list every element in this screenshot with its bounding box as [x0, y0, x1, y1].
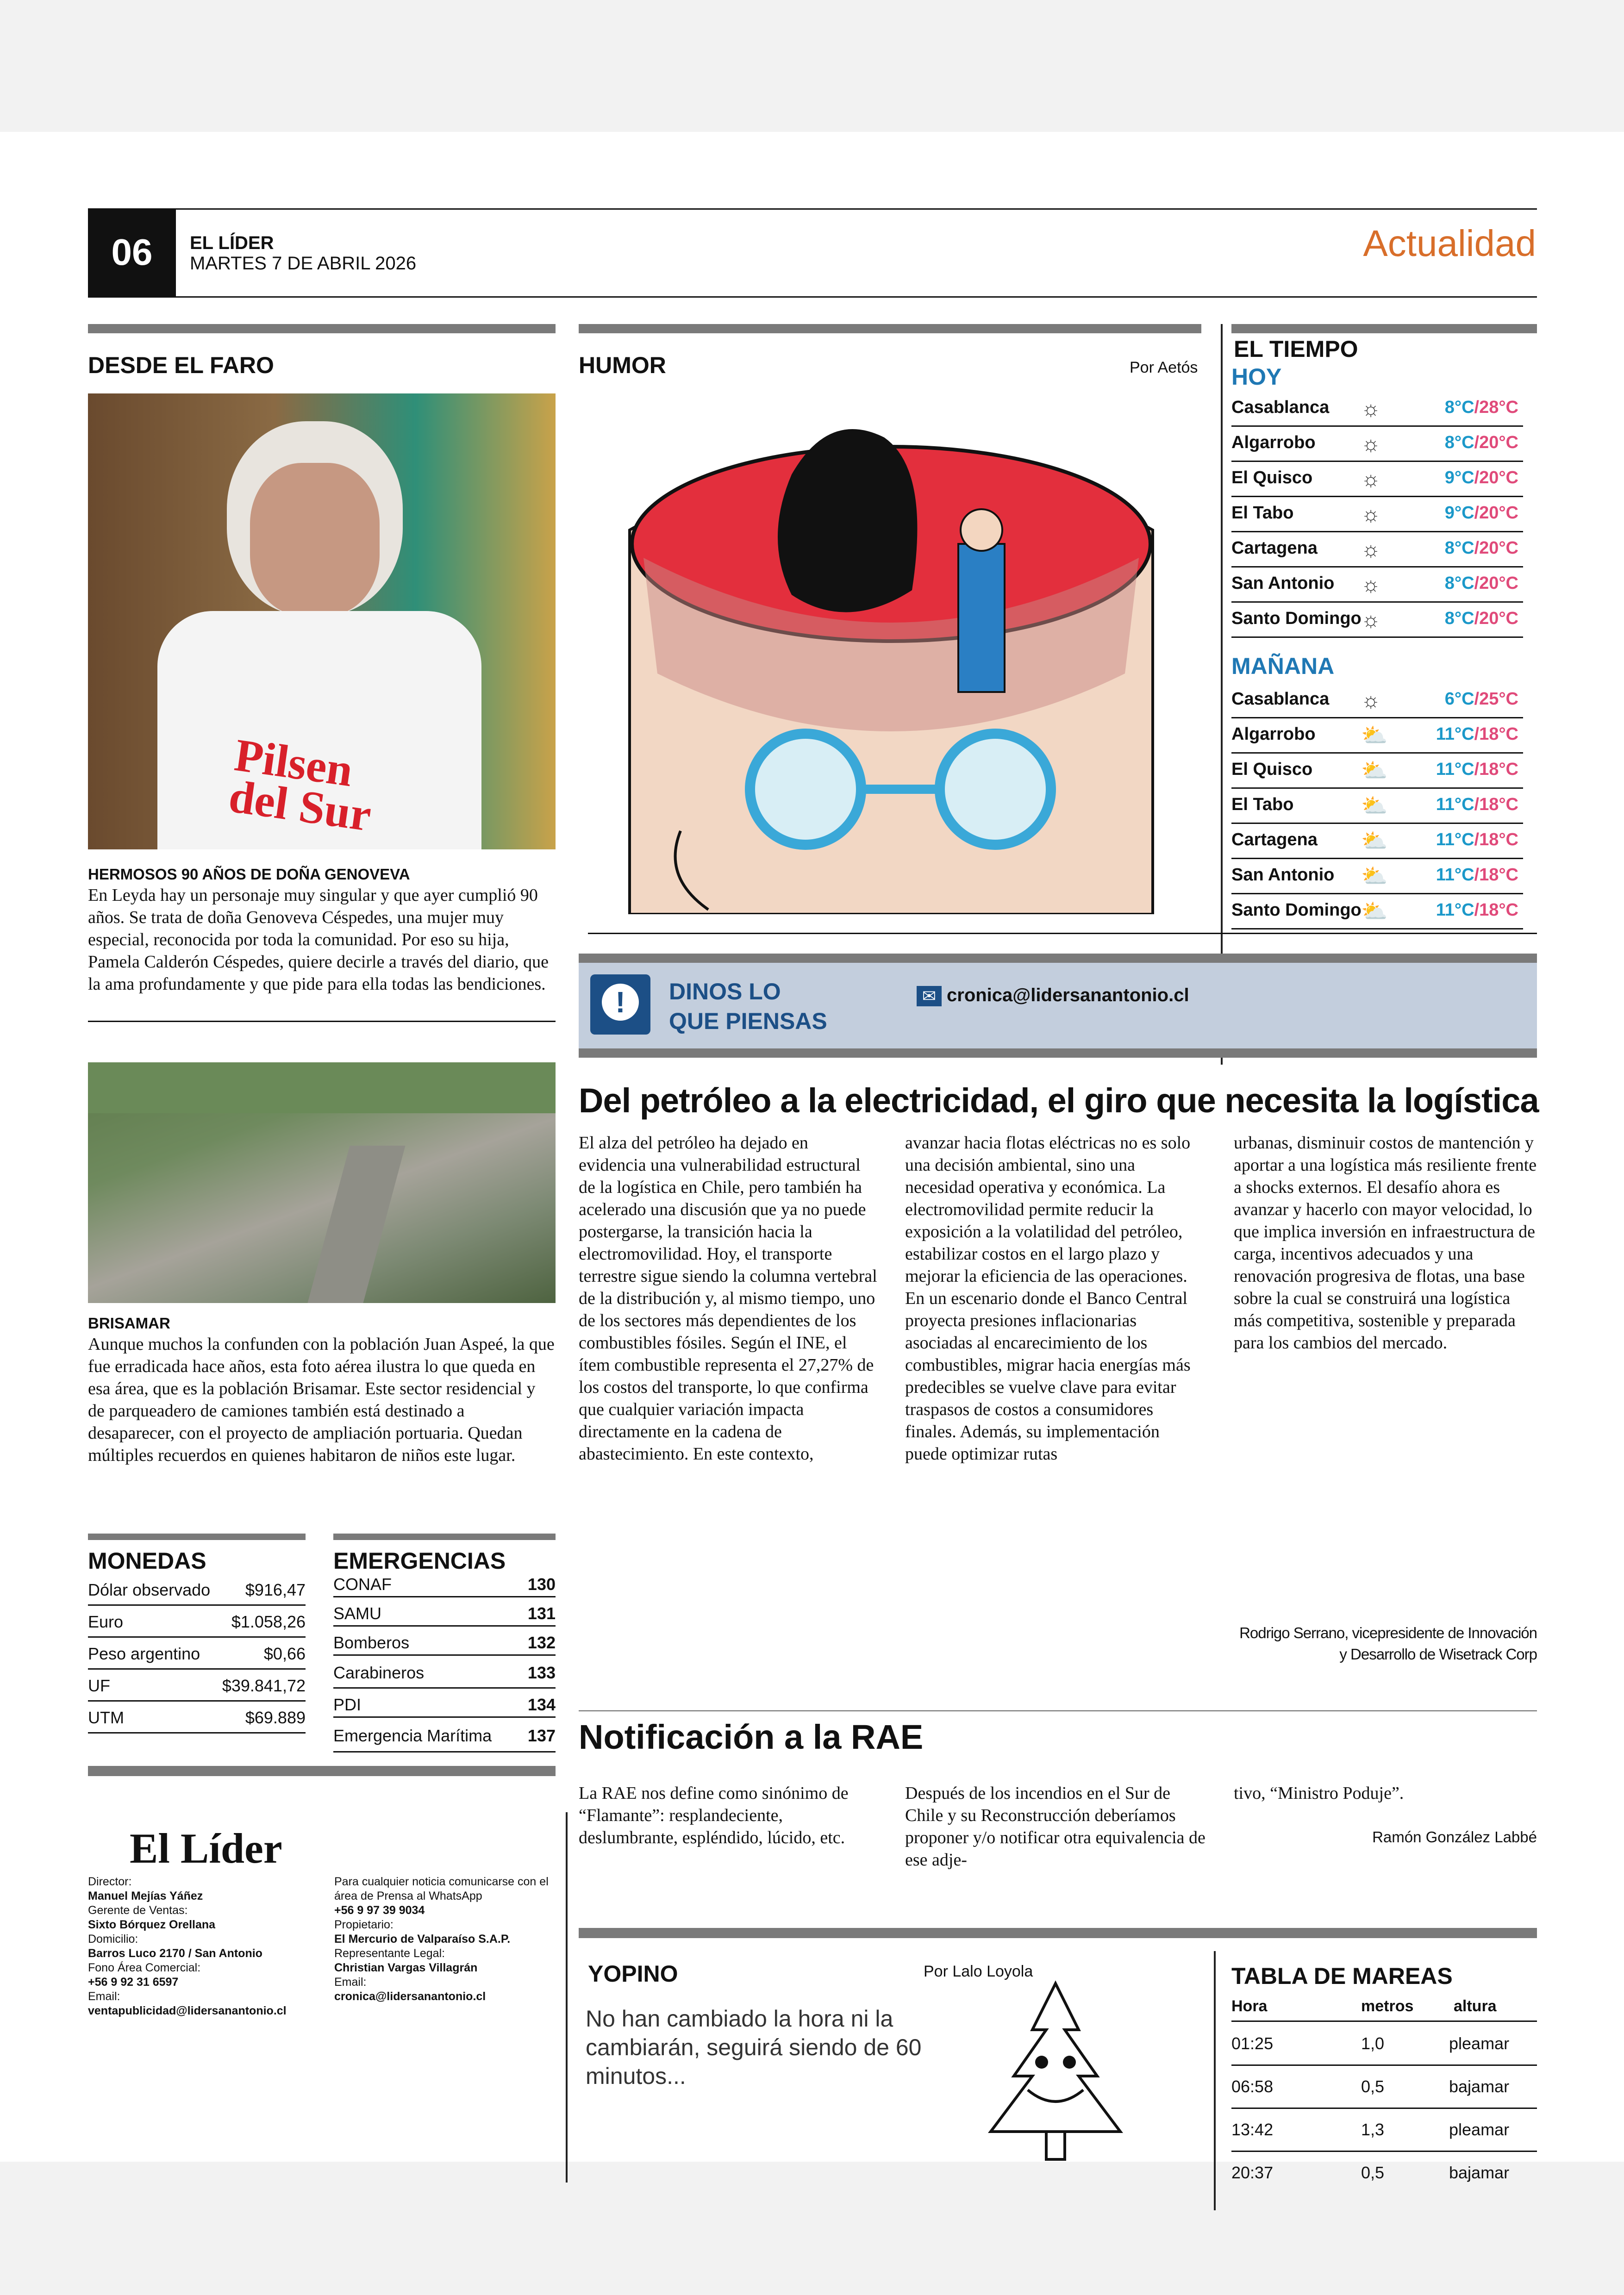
faro-mid-rule — [88, 1021, 556, 1022]
weather-city: El Quisco — [1231, 468, 1313, 487]
weather-temp — [1445, 503, 1518, 523]
temp-min: 11°C — [1436, 760, 1474, 779]
emergencia-label: Bomberos — [333, 1633, 410, 1652]
masthead-divider — [566, 1812, 568, 2183]
weather-row — [1231, 602, 1523, 638]
temp-min: 6°C — [1444, 689, 1474, 709]
header-bottom-rule — [88, 296, 1537, 298]
weather-city: El Tabo — [1231, 795, 1294, 814]
dinos-top-rule — [588, 933, 1537, 934]
editorial-col3: urbanas, disminuir costos de mantención y aportar a una logística más resiliente frente a shocks externos. El desafío ahora es avanzar y hacerlo con mayor velocidad, lo que implica inversión en infraestructura de carga, incentivos adecuados y una renovación progresiva de flotas, una base sobre la cual se construirá una logística más competitiva, sostenible y preparada para los cambios del mercado. — [1234, 1133, 1537, 1353]
temp-min: 9°C — [1444, 503, 1474, 523]
moneda-label: Peso argentino — [88, 1644, 200, 1663]
weather-city: San Antonio — [1231, 865, 1335, 885]
weather-temp — [1436, 795, 1518, 815]
editorial-col2: avanzar hacia flotas eléctricas no es solo una decisión ambiental, sino una necesidad operativa y económica. La electromovilidad permite reducir la exposición a la volatilidad del petróleo, estabilizar costos en el largo plazo y mejorar la eficiencia de las operaciones. En un escenario donde el Banco Central proyecta presiones inflacionarias asociadas al encarecimiento de los combustibles, migrar hacia energías más predecibles se vuelve clave para evitar traspasos de costos a consumidores finales. Además, su implementación puede optimizar rutas — [905, 1133, 1191, 1464]
newspaper-page — [0, 132, 1624, 2182]
temp-max: /18°C — [1474, 900, 1518, 920]
marea-hora: 13:42 — [1231, 2120, 1274, 2139]
page-number: 06 — [88, 208, 176, 296]
temp-min: 9°C — [1444, 468, 1474, 487]
yopino-text: No han cambiado la hora ni la cambiarán, seguirá siendo de 60 minutos... — [586, 2006, 922, 2089]
marea-hora: 20:37 — [1231, 2163, 1274, 2182]
temp-min: 8°C — [1444, 609, 1474, 628]
moneda-value: $916,47 — [245, 1580, 306, 1599]
marea-altura: pleamar — [1449, 2120, 1510, 2139]
temp-min: 8°C — [1444, 433, 1474, 452]
partly-cloudy-icon: ⛅ — [1361, 723, 1388, 747]
temp-max: /28°C — [1474, 398, 1518, 417]
temp-max: /25°C — [1474, 689, 1518, 709]
weather-row — [1231, 426, 1523, 462]
sun-icon: ☼ — [1361, 431, 1381, 455]
rae-author: Ramón González Labbé — [1372, 1828, 1537, 1846]
temp-min: 8°C — [1444, 574, 1474, 593]
emergencia-value: 132 — [527, 1633, 556, 1652]
weather-row — [1231, 894, 1523, 929]
moneda-row — [88, 1606, 306, 1638]
temp-min: 11°C — [1436, 900, 1474, 920]
mareas-header-hora: Hora — [1231, 1997, 1268, 2015]
email-label: Email: — [334, 1976, 367, 1989]
weather-temp — [1436, 865, 1518, 885]
weather-temp — [1445, 433, 1518, 453]
weather-city: El Quisco — [1231, 760, 1313, 779]
bottom-bar — [579, 1928, 1537, 1938]
rae-col1: La RAE nos define como sinónimo de “Flamante”: resplandeciente, deslumbrante, espléndido, lúcido, etc. — [579, 1784, 849, 1847]
mail-icon: ✉ — [917, 986, 942, 1006]
marea-altura: pleamar — [1449, 2034, 1510, 2053]
weather-temp — [1445, 609, 1518, 629]
representante-label: Representante Legal: — [334, 1947, 445, 1960]
face-shape — [250, 463, 380, 616]
weather-temp — [1436, 760, 1518, 780]
temp-min: 11°C — [1436, 830, 1474, 849]
fono-value: +56 9 92 31 6597 — [88, 1976, 179, 1989]
weather-temp — [1445, 538, 1518, 558]
dinos-heading — [669, 977, 827, 1036]
moneda-value: $1.058,26 — [231, 1612, 306, 1631]
moneda-value: $0,66 — [263, 1644, 306, 1663]
email-value[interactable]: ventapublicidad@lidersanantonio.cl — [88, 2004, 287, 2017]
email-label: Email: — [88, 1990, 120, 2003]
marea-altura: bajamar — [1449, 2077, 1510, 2096]
whatsapp-label: Para cualquier noticia comunicarse con el área de Prensa al WhatsApp — [334, 1875, 549, 1902]
propietario-label: Propietario: — [334, 1918, 394, 1931]
brisamar-title: BRISAMAR — [88, 1315, 170, 1332]
emergencia-label: Emergencia Marítima — [333, 1726, 492, 1745]
emergencias-title: EMERGENCIAS — [333, 1548, 506, 1574]
header-top-rule — [88, 208, 1537, 210]
dinos-line2: QUE PIENSAS — [669, 1008, 827, 1034]
weather-row — [1231, 497, 1523, 532]
weather-row — [1231, 532, 1523, 568]
dinos-bar — [579, 954, 1537, 963]
monedas-title: MONEDAS — [88, 1548, 206, 1574]
emergencia-row — [333, 1569, 556, 1597]
marea-hora: 01:25 — [1231, 2034, 1274, 2053]
weather-city: Algarrobo — [1231, 724, 1316, 744]
marea-metros: 0,5 — [1361, 2077, 1385, 2096]
weather-row — [1231, 683, 1523, 718]
weather-row — [1231, 788, 1523, 824]
mareas-header-metros: metros — [1361, 1997, 1414, 2015]
emergencia-value: 130 — [527, 1575, 556, 1594]
marea-row — [1231, 2157, 1537, 2194]
weather-row — [1231, 753, 1523, 789]
masthead-left — [88, 1875, 315, 2018]
genoveva-photo — [88, 393, 556, 849]
weather-today-label: HOY — [1231, 364, 1282, 390]
faro-title: DESDE EL FARO — [88, 352, 274, 378]
emergencia-label: PDI — [333, 1695, 362, 1714]
sun-icon: ☼ — [1361, 396, 1381, 420]
editorial-title: Del petróleo a la electricidad, el giro que necesita la logística — [579, 1081, 1539, 1120]
section-name: Actualidad — [1363, 223, 1536, 264]
marea-row — [1231, 2027, 1537, 2066]
temp-min: 8°C — [1444, 538, 1474, 558]
yopino-author: Por Lalo Loyola — [924, 1963, 1033, 1980]
genoveva-title: HERMOSOS 90 AÑOS DE DOÑA GENOVEVA — [88, 866, 410, 883]
road — [307, 1146, 405, 1303]
weather-bar — [1231, 324, 1537, 333]
moneda-value: $69.889 — [245, 1708, 306, 1727]
temp-max: /18°C — [1474, 795, 1518, 814]
masthead-right — [334, 1875, 556, 2004]
sun-icon: ☼ — [1361, 467, 1381, 491]
domicilio-value: Barros Luco 2170 / San Antonio — [88, 1947, 262, 1960]
emergencias-bar — [333, 1534, 556, 1540]
moneda-value: $39.841,72 — [222, 1676, 306, 1695]
domicilio-label: Domicilio: — [88, 1933, 138, 1946]
weather-temp — [1445, 398, 1518, 418]
humor-title: HUMOR — [579, 352, 666, 378]
rae-title: Notificación a la RAE — [579, 1718, 924, 1756]
emergencia-row — [333, 1719, 556, 1752]
mareas-header-altura: altura — [1454, 1997, 1497, 2015]
emergencia-row — [333, 1657, 556, 1689]
dinos-line1: DINOS LO — [669, 979, 781, 1004]
temp-max: /20°C — [1474, 433, 1518, 452]
weather-row — [1231, 567, 1523, 603]
weather-city: Casablanca — [1231, 398, 1330, 417]
editorial-rule — [579, 1710, 1537, 1711]
emergencia-value: 137 — [527, 1726, 556, 1745]
mareas-header-row — [1231, 1997, 1537, 2018]
weather-row — [1231, 859, 1523, 894]
temp-min: 11°C — [1436, 724, 1474, 744]
moneda-row — [88, 1670, 306, 1702]
sun-icon: ☼ — [1361, 607, 1381, 631]
emergencia-label: Carabineros — [333, 1663, 425, 1682]
moneda-label: Dólar observado — [88, 1580, 211, 1599]
partly-cloudy-icon: ⛅ — [1361, 793, 1388, 817]
humor-author: Por Aetós — [1130, 359, 1198, 376]
temp-max: /20°C — [1474, 538, 1518, 558]
weather-city: Cartagena — [1231, 830, 1318, 849]
emergencia-value: 133 — [527, 1663, 556, 1682]
weather-city: El Tabo — [1231, 503, 1294, 523]
emergencia-value: 131 — [527, 1604, 556, 1623]
emergencia-row — [333, 1690, 556, 1718]
moneda-row — [88, 1574, 306, 1606]
marea-metros: 0,5 — [1361, 2163, 1385, 2182]
moneda-label: UF — [88, 1676, 110, 1695]
weather-tomorrow-label: MAÑANA — [1231, 653, 1335, 679]
brisamar-photo — [88, 1062, 556, 1303]
brisamar-text: Aunque muchos la confunden con la población Juan Aspeé, la que fue erradicada hace años, esta foto aérea ilustra lo que queda en esa área, que es la población Brisamar. Este sector residencial y de parqueadero de camiones también está destinado a desaparecer, con el proyecto de ampliación portuaria. Quedan múltiples recuerdos en quienes habitaron de niños este lugar. — [88, 1335, 555, 1465]
temp-max: /20°C — [1474, 574, 1518, 593]
temp-max: /18°C — [1474, 724, 1518, 744]
partly-cloudy-icon: ⛅ — [1361, 829, 1388, 853]
temp-max: /18°C — [1474, 865, 1518, 885]
weather-city: Casablanca — [1231, 689, 1330, 709]
moneda-row — [88, 1638, 306, 1670]
yopino-title: YOPINO — [588, 1961, 678, 1987]
editorial-col1: El alza del petróleo ha dejado en evidencia una vulnerabilidad estructural de la logística en Chile, pero también ha acelerado una discusión que ya no puede postergarse, la transición hacia la electromovilidad. Hoy, el transporte terrestre sigue siendo la columna vertebral de la distribución y, al mismo tiempo, uno de los sectores más dependientes de los combustibles fósiles. Según el INE, el ítem combustible representa el 27,27% de los costos del transporte, lo que confirma que cualquier variación impacta directamente en la cadena de abastecimiento. En este contexto, — [579, 1133, 877, 1464]
tree-drawing — [972, 1979, 1139, 2173]
moneda-label: UTM — [88, 1708, 124, 1727]
moneda-label: Euro — [88, 1612, 124, 1631]
yopino-mareas-divider — [1214, 1951, 1216, 2210]
temp-max: /18°C — [1474, 760, 1518, 779]
dinos-bottom-bar — [579, 1048, 1537, 1058]
weather-temp — [1445, 468, 1518, 488]
editorial-author: Rodrigo Serrano, vicepresidente de Innovación y Desarrollo de Wisetrack Corp — [1239, 1624, 1537, 1663]
tables-bottom-bar — [88, 1766, 556, 1776]
weather-city: San Antonio — [1231, 574, 1335, 593]
tree-cartoon — [972, 1979, 1139, 2173]
partly-cloudy-icon: ⛅ — [1361, 899, 1388, 923]
paper-date: MARTES 7 DE ABRIL 2026 — [190, 253, 417, 274]
paper-name: EL LÍDER — [190, 233, 274, 253]
moneda-row — [88, 1702, 306, 1734]
marea-row — [1231, 2070, 1537, 2109]
exclamation-icon — [590, 974, 650, 1035]
weather-city: Cartagena — [1231, 538, 1318, 558]
tree-line — [88, 1062, 556, 1113]
weather-city: Santo Domingo — [1231, 900, 1362, 920]
sun-icon: ☼ — [1361, 572, 1381, 596]
temp-max: /18°C — [1474, 830, 1518, 849]
genoveva-text: En Leyda hay un personaje muy singular y que ayer cumplió 90 años. Se trata de doña Genoveva Céspedes, una mujer muy especial, reconocida por toda la comunidad. Por eso su hija, Pamela Calderón Céspedes, quiere decirle a través del diario, que la ama profundamente y que pide para ella todas las bendiciones. — [88, 886, 549, 994]
rae-col2: Después de los incendios en el Sur de Chile y su Reconstrucción deberíamos proponer y/o notificar otra equivalencia de ese adje- — [905, 1784, 1206, 1870]
weather-city: Santo Domingo — [1231, 609, 1362, 628]
temp-min: 8°C — [1444, 398, 1474, 417]
emergencia-value: 134 — [527, 1695, 556, 1714]
temp-min: 11°C — [1436, 795, 1474, 814]
weather-temp — [1445, 689, 1518, 709]
partly-cloudy-icon: ⛅ — [1361, 758, 1388, 782]
propietario-value: El Mercurio de Valparaíso S.A.P. — [334, 1933, 511, 1946]
weather-row — [1231, 718, 1523, 754]
dinos-email[interactable]: cronica@lidersanantonio.cl — [947, 985, 1189, 1005]
weather-temp — [1436, 900, 1518, 920]
dinos-banner — [579, 963, 1537, 1048]
cartoon-drawing — [588, 391, 1194, 914]
weather-city: Algarrobo — [1231, 433, 1316, 452]
marea-row — [1231, 2114, 1537, 2152]
temp-max: /20°C — [1474, 503, 1518, 523]
weather-title: EL TIEMPO — [1234, 336, 1358, 362]
emergencia-label: SAMU — [333, 1604, 382, 1623]
marea-hora: 06:58 — [1231, 2077, 1274, 2096]
faro-bar — [88, 324, 556, 333]
weather-row — [1231, 823, 1523, 859]
weather-temp — [1445, 574, 1518, 593]
gerente-label: Gerente de Ventas: — [88, 1904, 188, 1917]
representante-value: Christian Vargas Villagrán — [334, 1961, 478, 1974]
marea-metros: 1,3 — [1361, 2120, 1385, 2139]
shirt-text: Pilsen del Sur — [225, 729, 375, 841]
director-value: Manuel Mejías Yáñez — [88, 1890, 203, 1902]
marea-metros: 1,0 — [1361, 2034, 1385, 2053]
sun-icon: ☼ — [1361, 502, 1381, 526]
email-value[interactable]: cronica@lidersanantonio.cl — [334, 1990, 486, 2003]
weather-temp — [1436, 830, 1518, 850]
sun-icon: ☼ — [1361, 537, 1381, 561]
marea-altura: bajamar — [1449, 2163, 1510, 2182]
weather-temp — [1436, 724, 1518, 744]
emergencia-row — [333, 1628, 556, 1656]
director-label: Director: — [88, 1875, 132, 1888]
humor-cartoon — [588, 391, 1194, 914]
fono-label: Fono Área Comercial: — [88, 1961, 201, 1974]
masthead-logo: El Líder — [130, 1825, 282, 1872]
partly-cloudy-icon: ⛅ — [1361, 864, 1388, 888]
mareas-header-rule — [1231, 2021, 1537, 2022]
mareas-title: TABLA DE MAREAS — [1231, 1963, 1453, 1989]
temp-max: /20°C — [1474, 609, 1518, 628]
rae-col3: tivo, “Ministro Poduje”. — [1234, 1784, 1404, 1803]
emergencia-row — [333, 1598, 556, 1627]
sun-icon: ☼ — [1361, 688, 1381, 712]
temp-min: 11°C — [1436, 865, 1474, 885]
humor-bar — [579, 324, 1201, 333]
monedas-bar — [88, 1534, 306, 1540]
whatsapp-value: +56 9 97 39 9034 — [334, 1904, 425, 1917]
emergencia-label: CONAF — [333, 1575, 392, 1594]
weather-row — [1231, 461, 1523, 497]
temp-max: /20°C — [1474, 468, 1518, 487]
weather-row — [1231, 391, 1523, 427]
exclamation-glyph: ! — [602, 984, 639, 1021]
gerente-value: Sixto Bórquez Orellana — [88, 1918, 216, 1931]
